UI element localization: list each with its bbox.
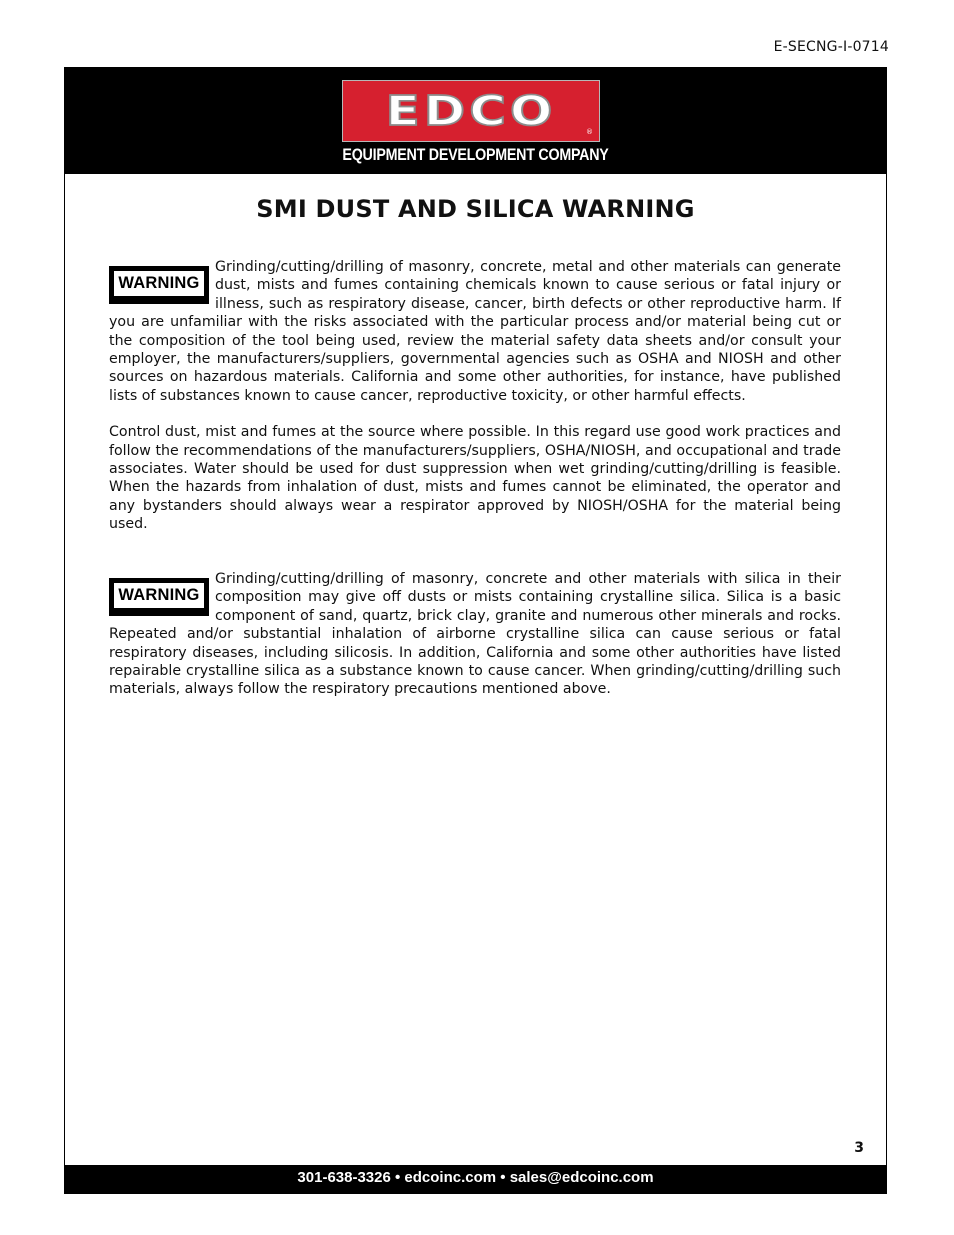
warning-badge: [109, 578, 209, 616]
warning-section-dust: [109, 258, 841, 534]
edco-logo: [342, 80, 600, 142]
warning-section-silica: [109, 570, 841, 699]
warning-badge: [109, 266, 209, 304]
logo-wordmark: EDCO: [385, 87, 557, 135]
document-code: E-SECNG-I-0714: [773, 39, 889, 55]
warning-badge-label: WARNING: [114, 583, 204, 608]
page-title: SMI DUST AND SILICA WARNING: [256, 195, 695, 223]
paragraph-silica-hazard: Grinding/cutting/drilling of masonry, concrete and other materials with silica in their composition may give off dusts or mists containing crystalline silica. Silica is a basic component of sand, quartz, brick clay, granite and numerous other minerals and rocks. Repeated and/or substantial inhalation of airborne crystalline silica can cause serious or fatal respiratory diseases, including silicosis. In addition, California and some other authorities have listed repairable crystalline silica as a substance known to cause cancer. When grinding/cutting/drilling such materials, always follow the respiratory precautions mentioned above.: [109, 571, 841, 698]
page-number: 3: [854, 1140, 864, 1156]
page-frame: [64, 67, 887, 1194]
footer-bar: [65, 1165, 886, 1193]
paragraph-dust-control: Control dust, mist and fumes at the source where possible. In this regard use good work practices and follow the recommendations of the manufacturers/suppliers, OSHA/NIOSH, and occupational and trade associates. Water should be used for dust suppression when wet grinding/cutting/drilling is feasible. When the hazards from inhalation of dust, mists and fumes cannot be eliminated, the operator and any bystanders should always wear a respirator approved by NIOSH/OSHA for the material being used.: [109, 424, 841, 533]
paragraph-dust-hazard: Grinding/cutting/drilling of masonry, concrete, metal and other materials can generate dust, mists and fumes containing chemicals known to cause serious or fatal injury or illness, such as respiratory disease, cancer, birth defects or other reproductive harm. If you are unfamiliar with the risks associated with the particular process and/or material being cut or the composition of the tool being used, review the material safety data sheets and/or consult your employer, the manufacturers/suppliers, governmental agencies such as OSHA and NIOSH and other sources on hazardous materials. California and some other authorities, for instance, have published lists of substances known to cause cancer, reproductive toxicity, or other harmful effects.: [109, 259, 841, 404]
warning-badge-label: WARNING: [114, 271, 204, 296]
footer-contact: 301-638-3326 • edcoinc.com • sales@edcoinc.com: [297, 1169, 654, 1186]
header-bar: [65, 68, 886, 174]
company-name: EQUIPMENT DEVELOPMENT COMPANY: [342, 145, 609, 164]
registered-mark: ®: [586, 128, 593, 136]
